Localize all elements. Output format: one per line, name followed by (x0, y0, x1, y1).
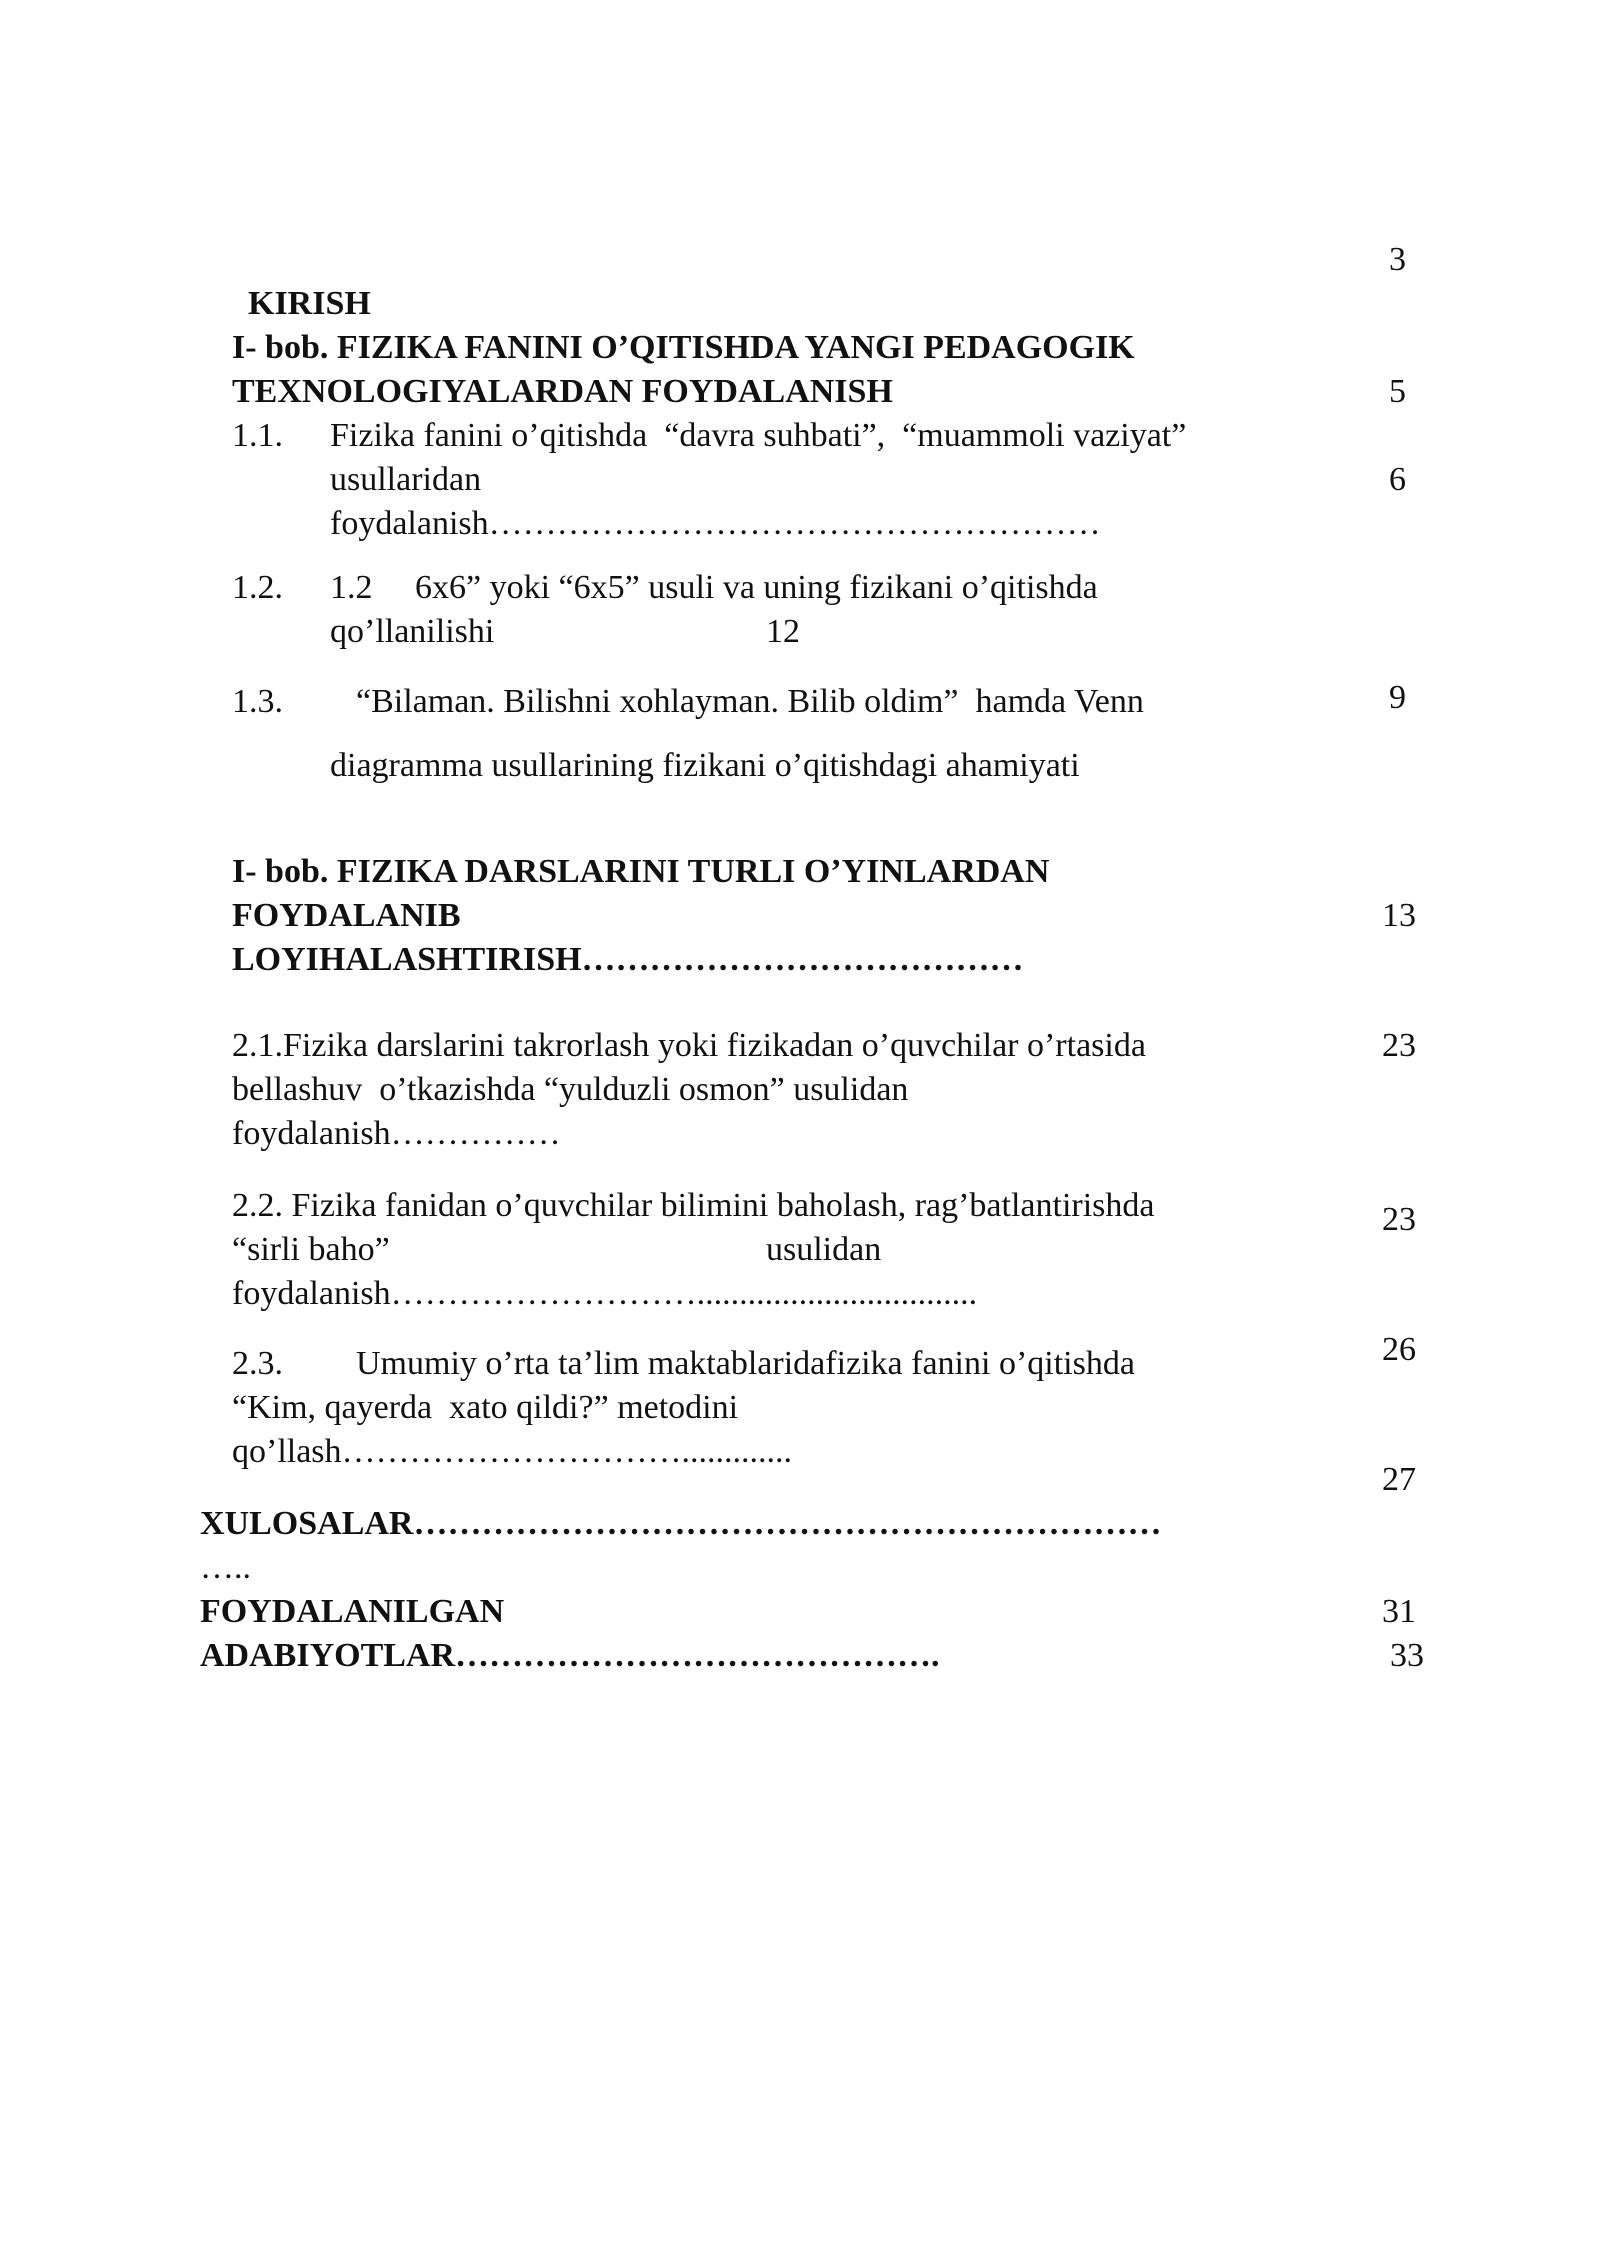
chapter2-title-line3: LOYIHALASHTIRISH………………………………… (232, 941, 1024, 978)
section-1-1-line1: Fizika fanini o’qitishda “davra suhbati”, “muammoli vaziyat” (330, 417, 1187, 454)
section-2-1-page-number: 23 (1382, 1027, 1416, 1064)
section-2-2-line2-suffix: usulidan (766, 1231, 882, 1268)
xulosalar-continuation: ….. (200, 1549, 251, 1586)
section-1-1-number: 1.1. (232, 417, 283, 454)
section-1-3-number: 1.3. (232, 683, 283, 720)
adabiyotlar-title-line2: ADABIYOTLAR……………………………………. (200, 1637, 940, 1674)
chapter1-title-line1: I- bob. FIZIKA FANINI O’QITISHDA YANGI PEDAGOGIK (232, 329, 1135, 366)
chapter1-page-number: 5 (1389, 373, 1406, 410)
section-1-3-page-number: 9 (1389, 679, 1406, 716)
kirish-page-number: 3 (1389, 241, 1406, 278)
section-2-2-page-number: 23 (1382, 1201, 1416, 1238)
section-1-2-number: 1.2. (232, 569, 283, 606)
section-1-2-line1: 1.2 6x6” yoki “6x5” usuli va uning fizikani o’qitishda (330, 569, 1098, 606)
section-1-1-line3: foydalanish……………………………………………… (330, 505, 1101, 542)
section-2-1-line1: 2.1.Fizika darslarini takrorlash yoki fizikadan o’quvchilar o’rtasida (232, 1027, 1146, 1064)
section-2-3-line2: “Kim, qayerda xato qildi?” metodini (232, 1389, 739, 1426)
xulosalar-title: XULOSALAR………………………………………………………… (200, 1505, 1162, 1542)
section-2-2-line1: 2.2. Fizika fanidan o’quvchilar bilimini baholash, rag’batlantirishda (232, 1187, 1155, 1224)
chapter2-title-line1: I- bob. FIZIKA DARSLARINI TURLI O’YINLARDAN (232, 853, 1050, 890)
section-2-2-line3: foydalanish………………………................................. (232, 1275, 978, 1312)
section-1-1-line2: usullaridan (330, 461, 482, 498)
kirish-title: KIRISH (248, 285, 371, 322)
xulosalar-page-number: 27 (1382, 1461, 1416, 1498)
section-2-3-line1: Umumiy o’rta ta’lim maktablaridafizika fanini o’qitishda (356, 1345, 1135, 1382)
section-1-1-page-number: 6 (1389, 461, 1406, 498)
section-2-3-page-number: 26 (1382, 1331, 1416, 1368)
chapter1-title-line2: TEXNOLOGIYALARDAN FOYDALANISH (232, 373, 893, 410)
section-2-3-number: 2.3. (232, 1345, 283, 1382)
section-1-3-line1: “Bilaman. Bilishni xohlayman. Bilib oldim” hamda Venn (356, 683, 1144, 720)
section-1-3-line2: diagramma usullarining fizikani o’qitishdagi ahamiyati (330, 747, 1080, 784)
section-2-1-line2: bellashuv o’tkazishda “yulduzli osmon” usulidan (232, 1071, 909, 1108)
section-1-2-line2: qo’llanilishi (330, 613, 495, 650)
section-2-1-line3: foydalanish…………… (232, 1115, 561, 1152)
section-1-2-inline-page-number: 12 (766, 613, 800, 650)
chapter2-title-line2: FOYDALANIB (232, 897, 461, 934)
adabiyotlar-title-line1: FOYDALANILGAN (200, 1593, 505, 1630)
adabiyotlar-page-number: 31 (1382, 1593, 1416, 1630)
adabiyotlar-page-number-2: 33 (1390, 1637, 1424, 1674)
section-2-3-line3: qo’llash…………………………............. (232, 1433, 793, 1470)
section-2-2-line2-label: “sirli baho” (232, 1231, 390, 1268)
chapter2-page-number: 13 (1382, 897, 1416, 934)
